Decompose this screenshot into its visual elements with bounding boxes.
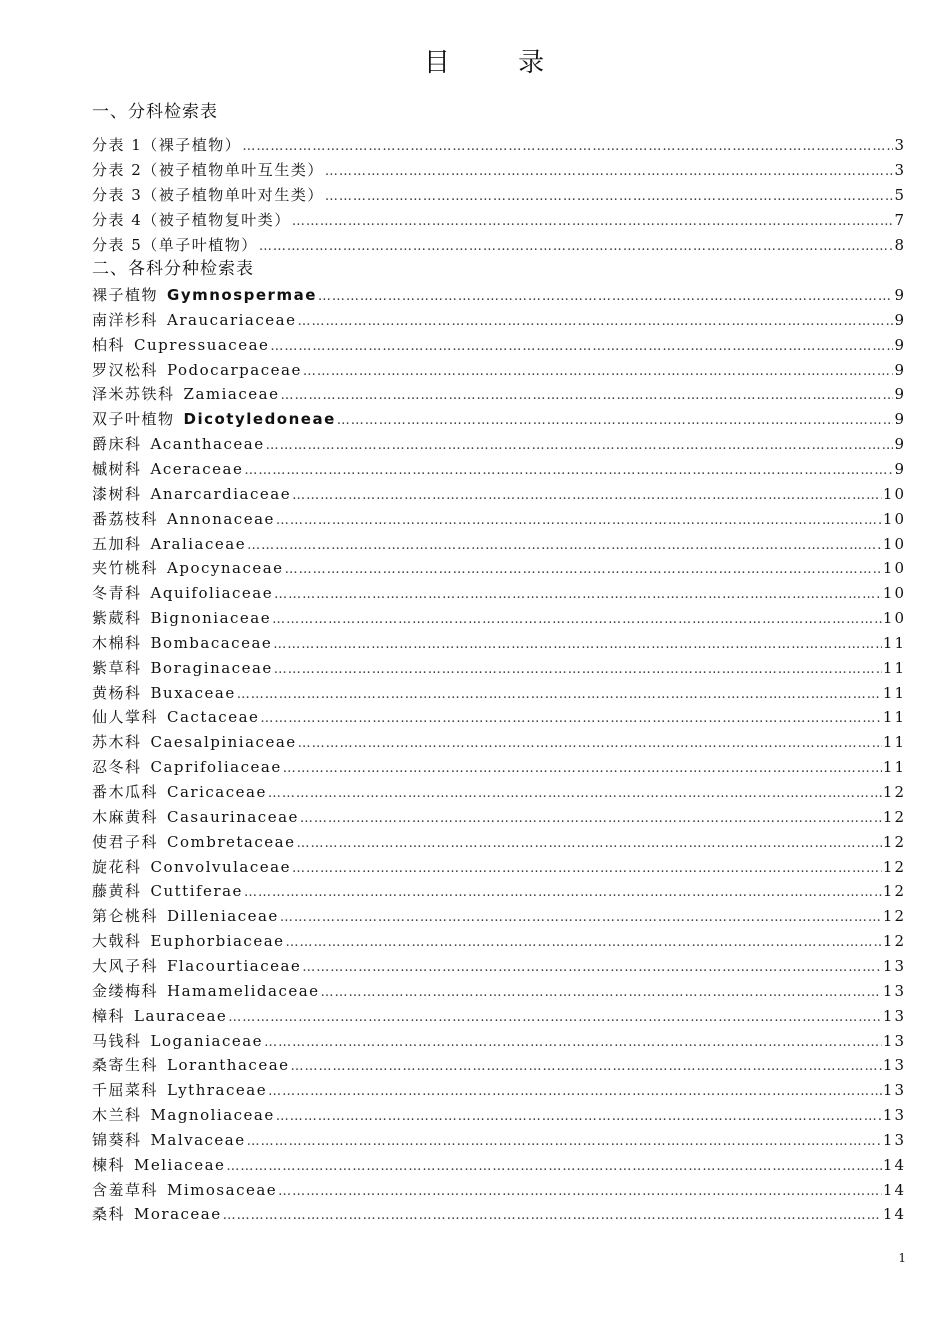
toc-entry-page: 12 — [882, 807, 906, 826]
family-chinese-name: 夹竹桃科 — [92, 559, 159, 578]
toc-entry-page: 12 — [882, 783, 906, 801]
family-latin-name: Zamiaceae — [183, 385, 280, 404]
toc-entry[interactable] — [92, 183, 906, 207]
family-latin-name: Loranthaceae — [167, 1056, 290, 1075]
dot-leader — [300, 807, 882, 829]
family-chinese-name: 旋花科 — [92, 857, 142, 876]
family-latin-name: Magnoliaceae — [150, 1106, 275, 1125]
family-chinese-name: 锦葵科 — [92, 1130, 142, 1149]
toc-entry-label — [92, 1178, 277, 1202]
family-chinese-name: 大戟科 — [92, 932, 142, 951]
family-chinese-name: 大风子科 — [92, 956, 159, 975]
family-chinese-name: 罗汉松科 — [92, 360, 159, 379]
toc-entry[interactable] — [92, 904, 906, 928]
toc-entry[interactable] — [92, 730, 906, 754]
family-latin-name: Aceraceae — [150, 459, 244, 478]
toc-entry[interactable] — [92, 830, 906, 854]
toc-entry[interactable] — [92, 656, 906, 680]
toc-entry-page: 13 — [882, 1056, 906, 1075]
toc-entry[interactable] — [92, 606, 906, 630]
toc-entry-label — [92, 904, 279, 928]
family-chinese-name: 使君子科 — [92, 832, 159, 851]
toc-entry[interactable] — [92, 1178, 906, 1202]
family-chinese-name: 裸子植物 — [92, 286, 159, 304]
toc-entry-page: 12 — [882, 882, 906, 901]
dot-leader — [244, 459, 893, 481]
family-latin-name: Cactaceae — [167, 708, 260, 727]
toc-entry-page: 14 — [882, 1205, 906, 1224]
toc-entry[interactable] — [92, 407, 906, 431]
family-latin-name: Meliaceae — [134, 1155, 226, 1174]
family-chinese-name: 忍冬科 — [92, 758, 142, 777]
dot-leader — [302, 956, 882, 978]
toc-entry[interactable] — [92, 208, 906, 232]
toc-entry[interactable] — [92, 507, 906, 531]
family-latin-name: Flacourtiaceae — [167, 956, 302, 975]
toc-entry-label — [92, 730, 297, 754]
dot-leader — [296, 832, 881, 854]
family-latin-name: Malvaceae — [150, 1130, 246, 1149]
toc-entry-label — [92, 656, 273, 680]
dot-leader — [244, 881, 882, 903]
dot-leader — [292, 484, 882, 506]
toc-entry-page: 12 — [882, 857, 906, 876]
toc-entry-page: 3 — [894, 136, 906, 154]
toc-entry[interactable] — [92, 358, 906, 382]
toc-entry-page: 13 — [882, 1106, 906, 1125]
family-latin-name: Bombacaceae — [150, 633, 273, 652]
toc-entry-label: 分表 4（被子植物复叶类） — [92, 211, 291, 229]
family-latin-name: Caprifoliaceae — [150, 758, 282, 777]
toc-entry-label: 分表 5（单子叶植物） — [92, 236, 258, 254]
family-latin-name: Dilleniaceae — [167, 907, 279, 926]
toc-entry[interactable] — [92, 158, 906, 182]
dot-leader — [242, 135, 893, 157]
family-latin-name: Cuttiferae — [150, 882, 243, 901]
family-chinese-name: 紫草科 — [92, 658, 142, 677]
toc-entry[interactable] — [92, 954, 906, 978]
toc-entry[interactable] — [92, 432, 906, 456]
toc-entry-page: 5 — [894, 186, 906, 204]
toc-entry-label: 分表 2（被子植物单叶互生类） — [92, 161, 324, 179]
toc-entry-page: 3 — [894, 161, 906, 179]
toc-entry[interactable] — [92, 283, 906, 307]
toc-entry[interactable] — [92, 532, 906, 556]
toc-entry[interactable] — [92, 879, 906, 903]
toc-entry-page: 14 — [882, 1180, 906, 1199]
toc-entry[interactable] — [92, 755, 906, 779]
toc-entry-label — [92, 830, 295, 854]
toc-entry[interactable] — [92, 929, 906, 953]
family-chinese-name: 木麻黄科 — [92, 807, 159, 826]
dot-leader — [303, 360, 894, 382]
dot-leader — [297, 310, 893, 332]
family-chinese-name: 仙人掌科 — [92, 708, 159, 727]
toc-entry-page: 9 — [894, 435, 906, 454]
family-chinese-name: 黄杨科 — [92, 683, 142, 702]
toc-entry-page: 13 — [882, 981, 906, 1000]
dot-leader — [259, 235, 894, 257]
dot-leader — [321, 981, 882, 1003]
toc-entry-label — [92, 457, 243, 481]
toc-entry-label — [92, 1029, 263, 1053]
toc-entry[interactable] — [92, 979, 906, 1003]
page-title: 目 录 — [423, 48, 575, 78]
family-latin-name: Cupressuaceae — [134, 335, 270, 354]
toc-entry-page: 10 — [882, 509, 906, 528]
toc-entry-page: 13 — [882, 956, 906, 975]
family-chinese-name: 金缕梅科 — [92, 981, 159, 1000]
dot-leader — [280, 906, 882, 928]
toc-entry-label — [92, 1103, 275, 1127]
toc-entry-label: 分表 1（裸子植物） — [92, 136, 242, 154]
family-chinese-name: 千屈菜科 — [92, 1081, 159, 1100]
family-latin-name: Bignoniaceae — [150, 609, 272, 628]
toc-entry-page: 10 — [882, 484, 906, 503]
dot-leader — [273, 633, 882, 655]
toc-entry-label — [92, 308, 296, 332]
family-chinese-name: 漆树科 — [92, 484, 142, 503]
dot-leader — [272, 608, 882, 630]
toc-entry-label — [92, 780, 267, 804]
toc-entry-label — [92, 1128, 246, 1152]
family-latin-name: Lythraceae — [167, 1081, 268, 1100]
family-latin-name: Anarcardiaceae — [150, 484, 292, 503]
dot-leader — [276, 509, 882, 531]
toc-entry-label — [92, 358, 302, 382]
toc-entry[interactable] — [92, 482, 906, 506]
toc-entry-page: 10 — [882, 584, 906, 603]
toc-entry[interactable] — [92, 1029, 906, 1053]
dot-leader — [247, 534, 882, 556]
family-latin-name: Dicotyledoneae — [183, 410, 336, 429]
dot-leader — [286, 931, 882, 953]
toc-entry[interactable] — [92, 1103, 906, 1127]
toc-entry[interactable] — [92, 1153, 906, 1177]
toc-entry-page: 8 — [894, 236, 906, 254]
family-latin-name: Mimosaceae — [167, 1180, 278, 1199]
family-latin-name: Caricaceae — [167, 783, 267, 801]
toc-entry-label: 分表 3（被子植物单叶对生类） — [92, 186, 324, 204]
toc-entry-page: 12 — [882, 832, 906, 851]
toc-entry[interactable] — [92, 855, 906, 879]
toc-entry-page: 13 — [882, 1006, 906, 1025]
toc-entry-label — [92, 333, 269, 357]
family-latin-name: Caesalpiniaceae — [150, 733, 297, 752]
dot-leader — [226, 1155, 882, 1177]
family-latin-name: Podocarpaceae — [167, 360, 302, 379]
family-chinese-name: 桑寄生科 — [92, 1056, 159, 1075]
toc-entry-page: 11 — [882, 658, 906, 677]
toc-entry-page: 11 — [882, 633, 906, 652]
toc-entry-label — [92, 1078, 267, 1102]
toc-entry[interactable] — [92, 705, 906, 729]
toc-entry-label — [92, 1202, 222, 1226]
toc-entry[interactable] — [92, 333, 906, 357]
toc-entry-label — [92, 855, 291, 879]
family-chinese-name: 槭树科 — [92, 459, 142, 478]
family-chinese-name: 第仑桃科 — [92, 907, 159, 926]
toc-entry[interactable] — [92, 780, 906, 804]
toc-entry[interactable] — [92, 457, 906, 481]
toc-entry-page: 13 — [882, 1031, 906, 1050]
toc-entry-page: 9 — [894, 410, 906, 429]
family-chinese-name: 楝科 — [92, 1155, 126, 1174]
dot-leader — [318, 285, 894, 307]
toc-entry-label — [92, 1053, 290, 1077]
toc-entry-label — [92, 929, 285, 953]
toc-entry-page: 11 — [882, 758, 906, 777]
family-latin-name: Loganiaceae — [150, 1031, 264, 1050]
family-chinese-name: 马钱科 — [92, 1031, 142, 1050]
family-chinese-name: 苏木科 — [92, 733, 142, 752]
dot-leader — [276, 1105, 882, 1127]
dot-leader — [280, 384, 893, 406]
family-latin-name: Lauraceae — [134, 1006, 228, 1025]
toc-entry[interactable] — [92, 133, 906, 157]
toc-entry[interactable] — [92, 1004, 906, 1028]
toc-entry-page: 9 — [894, 286, 906, 304]
family-chinese-name: 紫葳科 — [92, 609, 142, 628]
toc-entry-page: 13 — [882, 1081, 906, 1100]
family-latin-name: Combretaceae — [167, 832, 296, 851]
family-chinese-name: 南洋杉科 — [92, 310, 159, 329]
family-chinese-name: 双子叶植物 — [92, 410, 175, 429]
toc-entry-label — [92, 954, 301, 978]
toc-entry-label — [92, 705, 259, 729]
toc-entry-label — [92, 556, 284, 580]
toc-entry[interactable] — [92, 805, 906, 829]
toc-entry-label — [92, 581, 273, 605]
toc-entry-page: 10 — [882, 559, 906, 578]
section-heading-family-keys: 一、分科检索表 — [92, 102, 218, 122]
family-chinese-name: 含羞草科 — [92, 1180, 159, 1199]
toc-entry-page: 12 — [882, 907, 906, 926]
family-latin-name: Annonaceae — [167, 509, 275, 528]
toc-entry[interactable] — [92, 233, 906, 257]
dot-leader — [270, 335, 893, 357]
toc-entry-page: 10 — [882, 609, 906, 628]
dot-leader — [223, 1204, 882, 1226]
toc-entry-label — [92, 507, 275, 531]
toc-entry-page: 13 — [882, 1130, 906, 1149]
toc-entry[interactable] — [92, 308, 906, 332]
toc-entry-page: 10 — [882, 534, 906, 553]
dot-leader — [325, 160, 894, 182]
dot-leader — [274, 583, 882, 605]
toc-entry-label — [92, 755, 282, 779]
family-chinese-name: 柏科 — [92, 335, 126, 354]
family-chinese-name: 泽米苏铁科 — [92, 385, 175, 404]
dot-leader — [268, 1080, 882, 1102]
family-latin-name: Gymnospermae — [167, 286, 317, 304]
toc-entry-page: 9 — [894, 385, 906, 404]
family-chinese-name: 樟科 — [92, 1006, 126, 1025]
toc-entry[interactable] — [92, 1128, 906, 1152]
dot-leader — [285, 558, 882, 580]
toc-entry[interactable] — [92, 382, 906, 406]
toc-entry-page: 11 — [882, 683, 906, 702]
toc-entry-label — [92, 681, 236, 705]
dot-leader — [274, 658, 882, 680]
dot-leader — [266, 434, 894, 456]
toc-entry-page: 9 — [894, 360, 906, 379]
toc-entry-label — [92, 631, 272, 655]
toc-entry-label — [92, 532, 246, 556]
dot-leader — [292, 857, 882, 879]
toc-entry[interactable] — [92, 1053, 906, 1077]
family-chinese-name: 桑科 — [92, 1205, 126, 1224]
family-latin-name: Hamamelidaceae — [167, 981, 320, 1000]
family-chinese-name: 五加科 — [92, 534, 142, 553]
toc-entry-page: 12 — [882, 932, 906, 951]
toc-entry-page: 11 — [882, 733, 906, 752]
family-latin-name: Buxaceae — [150, 683, 236, 702]
toc-entry[interactable] — [92, 581, 906, 605]
toc-entry-page: 9 — [894, 310, 906, 329]
dot-leader — [260, 707, 882, 729]
family-latin-name: Moraceae — [134, 1205, 222, 1224]
toc-entry-label — [92, 407, 336, 431]
family-latin-name: Boraginaceae — [150, 658, 273, 677]
dot-leader — [298, 732, 882, 754]
dot-leader — [247, 1130, 882, 1152]
toc-entry[interactable] — [92, 681, 906, 705]
toc-entry[interactable] — [92, 556, 906, 580]
family-chinese-name: 冬青科 — [92, 584, 142, 603]
family-latin-name: Aquifoliaceae — [150, 584, 274, 603]
toc-entry[interactable] — [92, 631, 906, 655]
dot-leader — [283, 757, 882, 779]
toc-entry-page: 7 — [894, 211, 906, 229]
family-latin-name: Araliaceae — [150, 534, 247, 553]
family-latin-name: Euphorbiaceae — [150, 932, 285, 951]
family-chinese-name: 木棉科 — [92, 633, 142, 652]
toc-entry-label — [92, 979, 320, 1003]
toc-entry-page: 14 — [882, 1155, 906, 1174]
family-chinese-name: 番荔枝科 — [92, 509, 159, 528]
family-chinese-name: 番木瓜科 — [92, 783, 159, 801]
family-latin-name: Convolvulaceae — [150, 857, 291, 876]
family-latin-name: Acanthaceae — [150, 435, 265, 454]
toc-entry-label — [92, 1004, 227, 1028]
dot-leader — [291, 1055, 882, 1077]
family-latin-name: Apocynaceae — [167, 559, 284, 578]
toc-entry-label — [92, 1153, 225, 1177]
dot-leader — [228, 1006, 882, 1028]
toc-entry-page: 9 — [894, 335, 906, 354]
dot-leader — [278, 1180, 882, 1202]
dot-leader — [325, 185, 894, 207]
family-chinese-name: 藤黄科 — [92, 882, 142, 901]
family-chinese-name: 木兰科 — [92, 1106, 142, 1125]
dot-leader — [292, 210, 894, 232]
section-heading-species-keys: 二、各科分种检索表 — [92, 259, 254, 279]
toc-entry-label — [92, 283, 317, 307]
family-chinese-name: 爵床科 — [92, 435, 142, 454]
toc-entry-page: 9 — [894, 459, 906, 478]
toc-entry-label — [92, 382, 279, 406]
toc-entry-page: 11 — [882, 708, 906, 727]
toc-entry[interactable] — [92, 1202, 906, 1226]
dot-leader — [237, 683, 882, 705]
toc-entry-label — [92, 805, 299, 829]
page-number: 1 — [898, 1251, 906, 1265]
dot-leader — [337, 409, 894, 431]
toc-entry[interactable] — [92, 1078, 906, 1102]
family-latin-name: Casaurinaceae — [167, 807, 299, 826]
toc-entry-label — [92, 482, 291, 506]
toc-entry-label — [92, 606, 271, 630]
toc-entry-label — [92, 432, 265, 456]
dot-leader — [264, 1031, 882, 1053]
family-latin-name: Araucariaceae — [167, 310, 297, 329]
toc-entry-label — [92, 879, 243, 903]
dot-leader — [268, 782, 882, 804]
